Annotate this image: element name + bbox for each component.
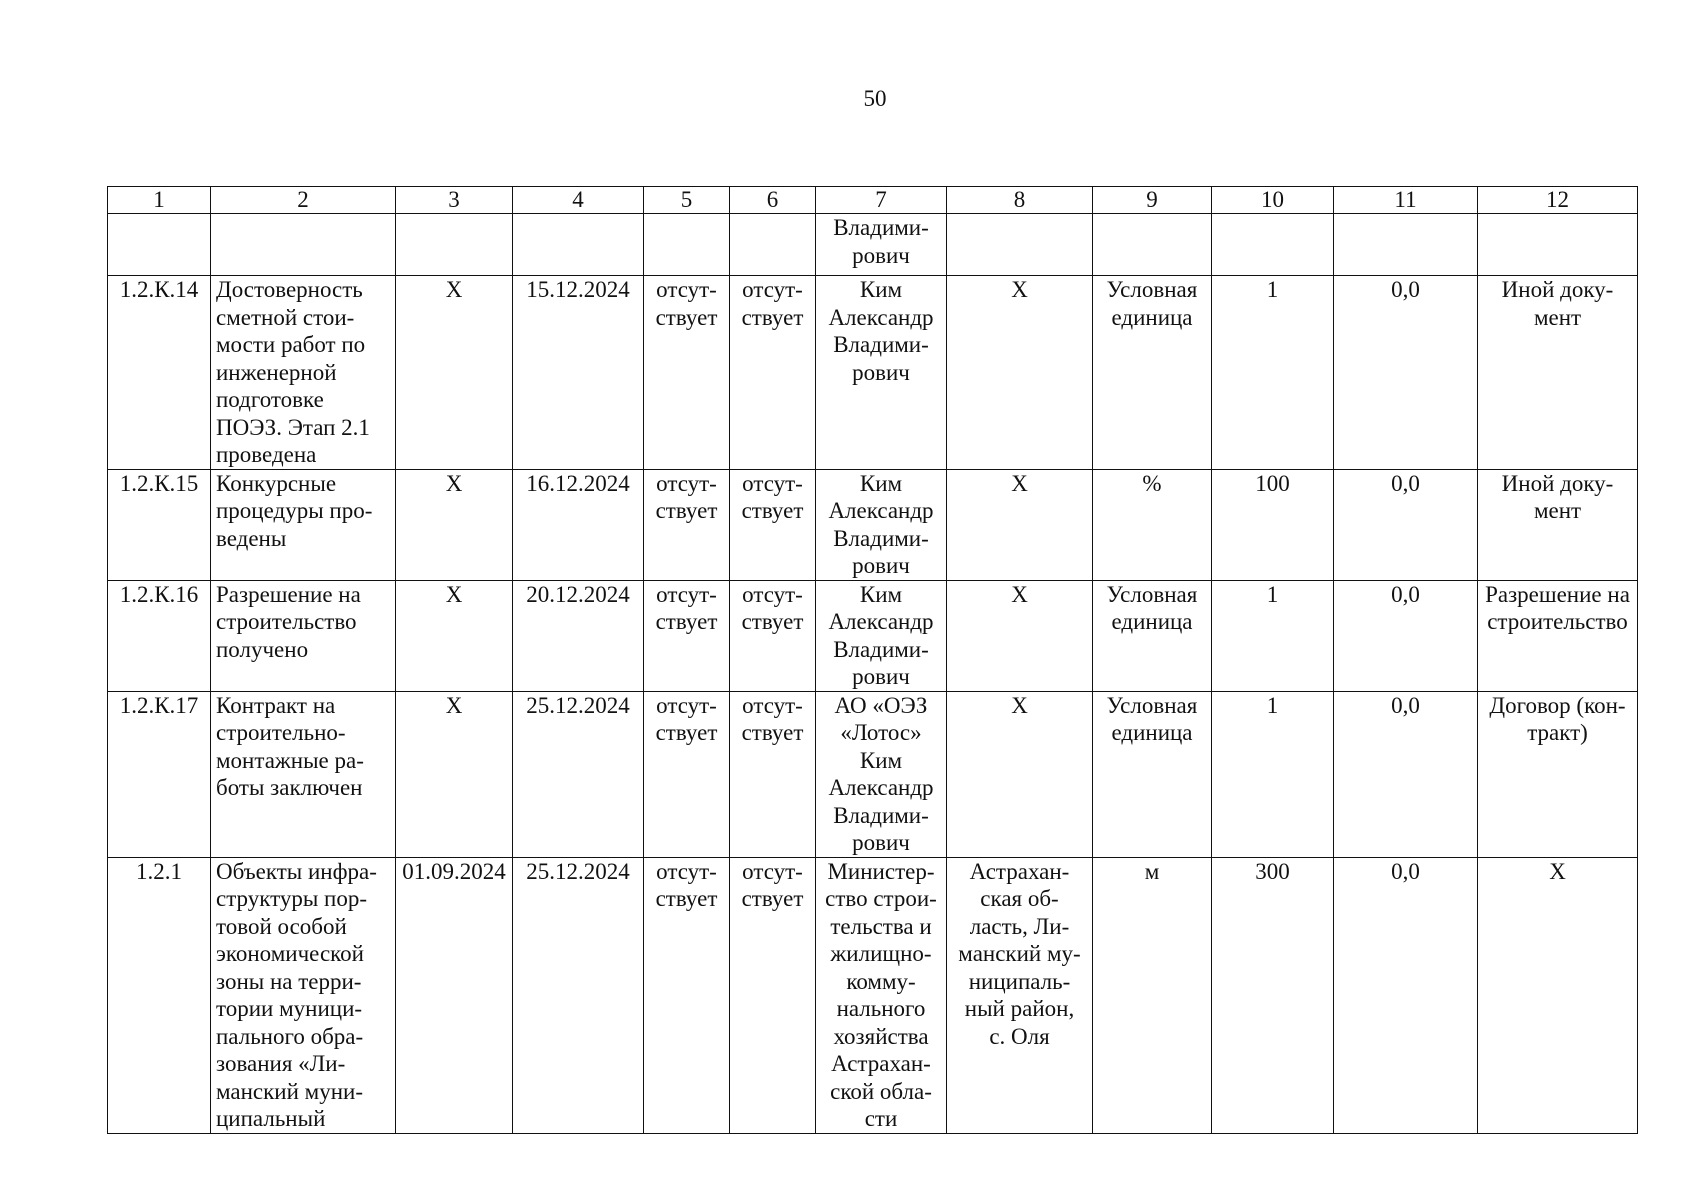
header-cell: 3 bbox=[396, 187, 513, 214]
header-cell: 12 bbox=[1478, 187, 1638, 214]
cell-description: Контракт на строительно- монтажные ра- боты заключен bbox=[211, 691, 396, 857]
table-header-row bbox=[108, 187, 1638, 214]
cell-amount: 0,0 bbox=[1334, 857, 1478, 1133]
cell-col6: отсут- ствует bbox=[730, 857, 816, 1133]
header-cell: 7 bbox=[816, 187, 947, 214]
cell-description: Разрешение на строительство получено bbox=[211, 580, 396, 691]
cell-col5: отсут- ствует bbox=[644, 276, 730, 470]
table-row bbox=[108, 691, 1638, 857]
cell-location bbox=[947, 214, 1093, 276]
header-cell: 9 bbox=[1093, 187, 1212, 214]
header-cell: 5 bbox=[644, 187, 730, 214]
cell-end-date: 20.12.2024 bbox=[513, 580, 644, 691]
cell-value: 1 bbox=[1212, 276, 1334, 470]
cell-document: Договор (кон- тракт) bbox=[1478, 691, 1638, 857]
cell-document: Иной доку- мент bbox=[1478, 276, 1638, 470]
cell-value: 300 bbox=[1212, 857, 1334, 1133]
cell-col6: отсут- ствует bbox=[730, 580, 816, 691]
cell-start-date: X bbox=[396, 276, 513, 470]
cell-amount: 0,0 bbox=[1334, 469, 1478, 580]
cell-value bbox=[1212, 214, 1334, 276]
cell-col6: отсут- ствует bbox=[730, 691, 816, 857]
cell-col5: отсут- ствует bbox=[644, 857, 730, 1133]
cell-document bbox=[1478, 214, 1638, 276]
cell-amount: 0,0 bbox=[1334, 691, 1478, 857]
cell-responsible: Министер- ство строи- тельства и жилищно- комму- нального хозяйства Астрахан- ской обла- сти bbox=[816, 857, 947, 1133]
cell-amount bbox=[1334, 214, 1478, 276]
cell-unit: Условная единица bbox=[1093, 580, 1212, 691]
cell-col6: отсут- ствует bbox=[730, 276, 816, 470]
header-cell: 6 bbox=[730, 187, 816, 214]
cell-unit: м bbox=[1093, 857, 1212, 1133]
cell-unit: % bbox=[1093, 469, 1212, 580]
cell-number: 1.2.1 bbox=[108, 857, 211, 1133]
cell-description bbox=[211, 214, 396, 276]
cell-col6 bbox=[730, 214, 816, 276]
cell-unit: Условная единица bbox=[1093, 691, 1212, 857]
cell-description: Достоверность сметной стои- мости работ по инженерной подготовке ПОЭЗ. Этап 2.1 проведена bbox=[211, 276, 396, 470]
cell-number bbox=[108, 214, 211, 276]
cell-col6: отсут- ствует bbox=[730, 469, 816, 580]
cell-amount: 0,0 bbox=[1334, 580, 1478, 691]
cell-amount: 0,0 bbox=[1334, 276, 1478, 470]
cell-document: X bbox=[1478, 857, 1638, 1133]
cell-location: X bbox=[947, 691, 1093, 857]
cell-location: Астрахан- ская об- ласть, Ли- манский му- ниципаль- ный район, с. Оля bbox=[947, 857, 1093, 1133]
table-row bbox=[108, 580, 1638, 691]
cell-location: X bbox=[947, 580, 1093, 691]
header-cell: 1 bbox=[108, 187, 211, 214]
cell-document: Разрешение на строительство bbox=[1478, 580, 1638, 691]
cell-location: X bbox=[947, 276, 1093, 470]
results-table bbox=[107, 186, 1638, 1134]
cell-unit bbox=[1093, 214, 1212, 276]
cell-value: 1 bbox=[1212, 580, 1334, 691]
cell-col5 bbox=[644, 214, 730, 276]
cell-start-date: X bbox=[396, 580, 513, 691]
header-cell: 11 bbox=[1334, 187, 1478, 214]
cell-document: Иной доку- мент bbox=[1478, 469, 1638, 580]
cell-location: X bbox=[947, 469, 1093, 580]
cell-description: Объекты инфра- структуры пор- товой особой экономической зоны на терри- тории муници- пального обра- зования «Ли- манский муни- ципальный bbox=[211, 857, 396, 1133]
cell-end-date: 16.12.2024 bbox=[513, 469, 644, 580]
cell-end-date bbox=[513, 214, 644, 276]
table-row bbox=[108, 276, 1638, 470]
table-row bbox=[108, 469, 1638, 580]
page-number: 50 bbox=[863, 86, 887, 111]
cell-number: 1.2.К.14 bbox=[108, 276, 211, 470]
cell-col5: отсут- ствует bbox=[644, 691, 730, 857]
cell-value: 100 bbox=[1212, 469, 1334, 580]
cell-responsible: Ким Александр Владими- рович bbox=[816, 469, 947, 580]
table-row bbox=[108, 857, 1638, 1133]
cell-responsible: АО «ОЭЗ «Лотос» Ким Александр Владими- рович bbox=[816, 691, 947, 857]
cell-number: 1.2.К.16 bbox=[108, 580, 211, 691]
header-cell: 8 bbox=[947, 187, 1093, 214]
cell-start-date bbox=[396, 214, 513, 276]
cell-value: 1 bbox=[1212, 691, 1334, 857]
cell-number: 1.2.К.17 bbox=[108, 691, 211, 857]
cell-col5: отсут- ствует bbox=[644, 469, 730, 580]
table-row bbox=[108, 214, 1638, 276]
cell-description: Конкурсные процедуры про- ведены bbox=[211, 469, 396, 580]
cell-start-date: X bbox=[396, 691, 513, 857]
header-cell: 4 bbox=[513, 187, 644, 214]
cell-start-date: 01.09.2024 bbox=[396, 857, 513, 1133]
header-cell: 2 bbox=[211, 187, 396, 214]
cell-unit: Условная единица bbox=[1093, 276, 1212, 470]
cell-responsible: Ким Александр Владими- рович bbox=[816, 580, 947, 691]
cell-end-date: 25.12.2024 bbox=[513, 691, 644, 857]
cell-start-date: X bbox=[396, 469, 513, 580]
cell-number: 1.2.К.15 bbox=[108, 469, 211, 580]
cell-responsible: Ким Александр Владими- рович bbox=[816, 276, 947, 470]
header-cell: 10 bbox=[1212, 187, 1334, 214]
cell-col5: отсут- ствует bbox=[644, 580, 730, 691]
cell-responsible: Владими- рович bbox=[816, 214, 947, 276]
cell-end-date: 25.12.2024 bbox=[513, 857, 644, 1133]
cell-end-date: 15.12.2024 bbox=[513, 276, 644, 470]
